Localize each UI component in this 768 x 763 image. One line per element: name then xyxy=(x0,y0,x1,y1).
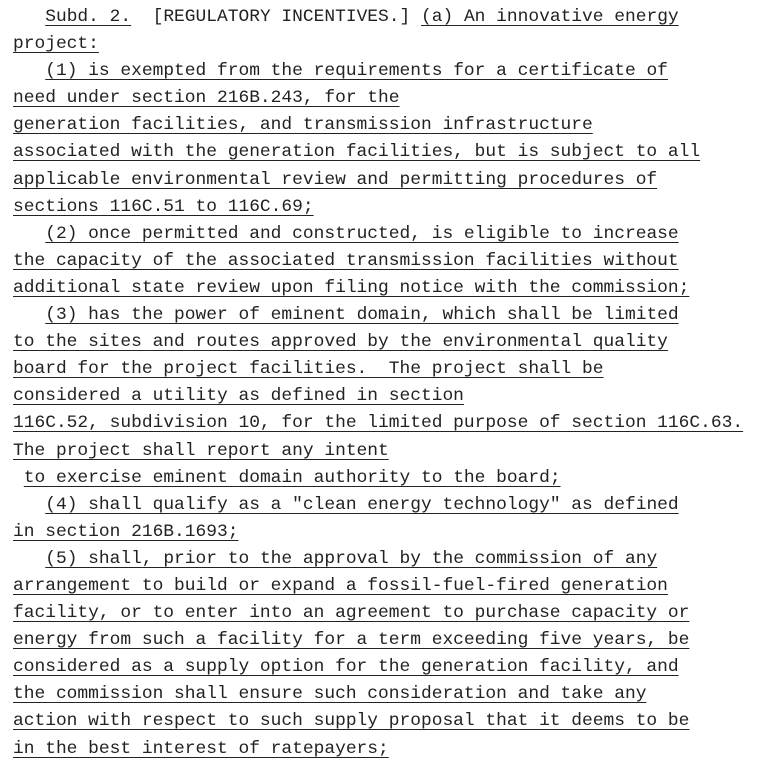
text-line xyxy=(13,708,765,735)
text-line xyxy=(13,167,765,194)
text-line-content: in the best interest of ratepayers; xyxy=(13,738,389,759)
text-line xyxy=(13,139,765,166)
text-line-content: 116C.52, subdivision 10, for the limited purpose of section 116C.63. xyxy=(13,413,744,434)
text-line-content: project: xyxy=(13,34,99,55)
text-line xyxy=(13,329,765,356)
text-line xyxy=(13,573,765,600)
text-line xyxy=(13,194,765,221)
text-line-content: considered a utility as defined in section xyxy=(13,386,464,407)
text-line-content: sections 116C.51 to 116C.69; xyxy=(13,196,314,217)
text-line xyxy=(13,383,765,410)
text-line xyxy=(13,410,765,437)
text-line-content: additional state review upon filing notice with the commission; xyxy=(13,277,690,298)
text-line-content: (1) is exempted from the requirements for a certificate of xyxy=(45,61,668,82)
text-line-content: the commission shall ensure such consideration and take any xyxy=(13,684,647,705)
text-line xyxy=(13,627,765,654)
text-line xyxy=(13,31,765,58)
subdivision-number: Subd. 2. xyxy=(45,7,132,27)
text-line-content: (2) once permitted and constructed, is eligible to increase xyxy=(45,223,679,244)
text-line xyxy=(13,736,765,763)
text-line xyxy=(13,600,765,627)
text-line-content: facility, or to enter into an agreement to purchase capacity or xyxy=(13,603,690,624)
section-heading: [REGULATORY INCENTIVES.] xyxy=(131,7,421,27)
text-line-content: generation facilities, and transmission infrastructure xyxy=(13,115,593,136)
text-line-content: in section 216B.1693; xyxy=(13,521,239,542)
text-line xyxy=(13,654,765,681)
text-line-content: need under section 216B.243, for the xyxy=(13,88,400,109)
text-line-content: arrangement to build or expand a fossil-fuel-fired generation xyxy=(13,575,668,596)
text-line-content: action with respect to such supply proposal that it deems to be xyxy=(13,711,690,732)
text-line-content: energy from such a facility for a term exceeding five years, be xyxy=(13,630,690,651)
text-line-content: applicable environmental review and permitting procedures of xyxy=(13,169,658,190)
text-line-content: the capacity of the associated transmission facilities without xyxy=(13,250,679,271)
text-line xyxy=(13,112,765,139)
text-line xyxy=(13,4,765,31)
text-line xyxy=(13,275,765,302)
text-line xyxy=(13,356,765,383)
text-line-content: associated with the generation facilities, but is subject to all xyxy=(13,142,701,163)
statute-text xyxy=(13,4,765,763)
text-line xyxy=(13,438,765,465)
text-line-content: The project shall report any intent xyxy=(13,440,389,461)
text-line-content: (5) shall, prior to the approval by the commission of any xyxy=(45,548,658,569)
text-line-content: (3) has the power of eminent domain, which shall be limited xyxy=(45,305,679,326)
text-line-content: considered as a supply option for the generation facility, and xyxy=(13,657,679,678)
text-line xyxy=(13,681,765,708)
text-line xyxy=(13,248,765,275)
text-line-content: to exercise eminent domain authority to the board; xyxy=(23,467,561,488)
text-line xyxy=(13,546,765,573)
text-line xyxy=(13,519,765,546)
text-line-content: to the sites and routes approved by the environmental quality xyxy=(13,332,668,353)
text-line xyxy=(13,85,765,112)
text-line xyxy=(13,58,765,85)
text-line xyxy=(13,221,765,248)
text-line-content: (4) shall qualify as a "clean energy technology" as defined xyxy=(45,494,679,515)
text-line xyxy=(13,492,765,519)
text-line xyxy=(13,465,765,492)
text-line-content: board for the project facilities. The project shall be xyxy=(13,359,604,380)
text-line-content: (a) An innovative energy xyxy=(421,7,679,27)
text-line xyxy=(13,302,765,329)
